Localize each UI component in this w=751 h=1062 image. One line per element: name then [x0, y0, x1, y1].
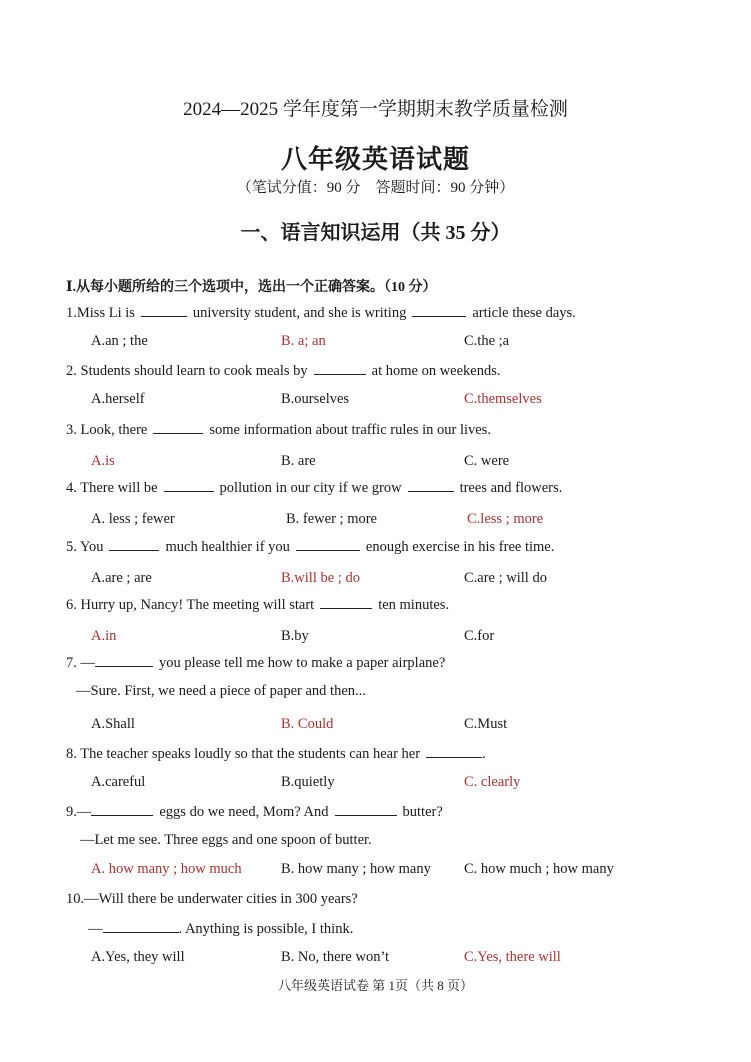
option-a: A.in: [91, 628, 117, 644]
question-text: article these days.: [472, 305, 576, 321]
question-text: 10.—Will there be underwater cities in 300 years?: [66, 891, 358, 907]
answer-blank: [141, 304, 187, 317]
question-text: much healthier if you: [165, 539, 290, 555]
question-text: 2. Students should learn to cook meals by: [66, 363, 308, 379]
grade-title: 八年级英语试题: [280, 145, 470, 174]
dialogue-reply: —Sure. First, we need a piece of paper and then...: [76, 683, 366, 699]
option-a: A.Shall: [91, 716, 135, 732]
option-a: A.an ; the: [91, 333, 148, 349]
option-b: B.ourselves: [281, 391, 350, 407]
answer-blank: [408, 479, 454, 492]
option-c: C.are ; will do: [464, 570, 547, 586]
option-c: C.Yes, there will: [464, 949, 561, 965]
question-text: eggs do we need, Mom? And: [159, 804, 329, 820]
question-3: [66, 421, 491, 439]
answer-blank: [296, 538, 360, 551]
question-text: some information about traffic rules in our lives.: [209, 422, 491, 438]
option-c: C.Must: [464, 716, 508, 732]
option-c: C. how much ; how many: [464, 861, 614, 877]
option-b: B. a; an: [281, 333, 326, 349]
answer-blank: [95, 654, 153, 667]
option-b: B.will be ; do: [281, 570, 360, 586]
question-text: 6. Hurry up, Nancy! The meeting will start: [66, 597, 315, 613]
question-text: 1.Miss Li is: [66, 305, 135, 321]
question-text: university student, and she is writing: [192, 305, 407, 321]
option-a: A. how many ; how much: [91, 861, 242, 877]
option-a: A. less ; fewer: [91, 511, 175, 527]
option-b: B. No, there won’t: [281, 949, 390, 965]
option-c: C.less ; more: [467, 511, 544, 527]
option-b: B. fewer ; more: [286, 511, 377, 527]
question-4: [66, 479, 562, 497]
question-text: .: [482, 746, 486, 762]
question-text: pollution in our city if we grow: [219, 480, 402, 496]
question-text: 9.—: [66, 804, 92, 820]
answer-blank: [103, 920, 179, 933]
answer-blank: [335, 803, 397, 816]
option-b: B.by: [281, 628, 309, 644]
question-text: 4. There will be: [66, 480, 158, 496]
option-a: A.herself: [91, 391, 145, 407]
question-5: [66, 538, 554, 556]
question-2: [66, 362, 501, 380]
question-text: 5. You: [66, 539, 104, 555]
question-9: [66, 803, 443, 821]
option-b: B. how many ; how many: [281, 861, 431, 877]
section-title: 一、语言知识运用（共 35 分）: [240, 222, 511, 244]
exam-title: 2024—2025 学年度第一学期期末教学质量检测: [183, 99, 568, 120]
answer-blank: [412, 304, 466, 317]
dialogue-reply: —Let me see. Three eggs and one spoon of butter.: [80, 832, 372, 848]
part-instruction: Ⅰ.从每小题所给的三个选项中，选出一个正确答案。（10 分）: [66, 280, 437, 295]
option-c: C.the ;a: [464, 333, 510, 349]
option-a: A.careful: [91, 774, 146, 790]
option-a: A.are ; are: [91, 570, 152, 586]
option-c: C. clearly: [464, 774, 521, 790]
question-text: butter?: [402, 804, 443, 820]
answer-blank: [91, 803, 153, 816]
question-8: [66, 745, 486, 763]
option-a: A.is: [91, 453, 115, 469]
option-b: B. Could: [281, 716, 334, 732]
question-text: 3. Look, there: [66, 422, 148, 438]
answer-blank: [109, 538, 159, 551]
answer-blank: [314, 362, 366, 375]
option-c: C.themselves: [464, 391, 542, 407]
option-c: C. were: [464, 453, 510, 469]
question-text: ten minutes.: [378, 597, 450, 613]
question-text: trees and flowers.: [459, 480, 563, 496]
question-text: . Anything is possible, I think.: [178, 921, 354, 937]
option-a: A.Yes, they will: [91, 949, 185, 965]
answer-blank: [164, 479, 214, 492]
question-text: enough exercise in his free time.: [365, 539, 555, 555]
page-footer: 八年级英语试卷 第 1页（共 8 页）: [277, 978, 473, 993]
question-6: [66, 596, 449, 614]
question-text: 8. The teacher speaks loudly so that the students can hear her: [66, 746, 421, 762]
question-text: you please tell me how to make a paper airplane?: [159, 655, 446, 671]
question-10: [66, 891, 358, 908]
dialogue-reply: [88, 920, 353, 938]
option-b: B.quietly: [281, 774, 335, 790]
exam-info: （笔试分值：90 分 答题时间：90 分钟）: [236, 180, 515, 196]
option-c: C.for: [464, 628, 495, 644]
answer-blank: [426, 745, 482, 758]
answer-blank: [320, 596, 372, 609]
question-7: [66, 654, 445, 672]
option-b: B. are: [281, 453, 316, 469]
question-text: 7. —: [66, 655, 95, 671]
answer-blank: [153, 421, 203, 434]
question-text: —: [88, 921, 103, 937]
question-1: [66, 304, 576, 322]
question-text: at home on weekends.: [371, 363, 501, 379]
